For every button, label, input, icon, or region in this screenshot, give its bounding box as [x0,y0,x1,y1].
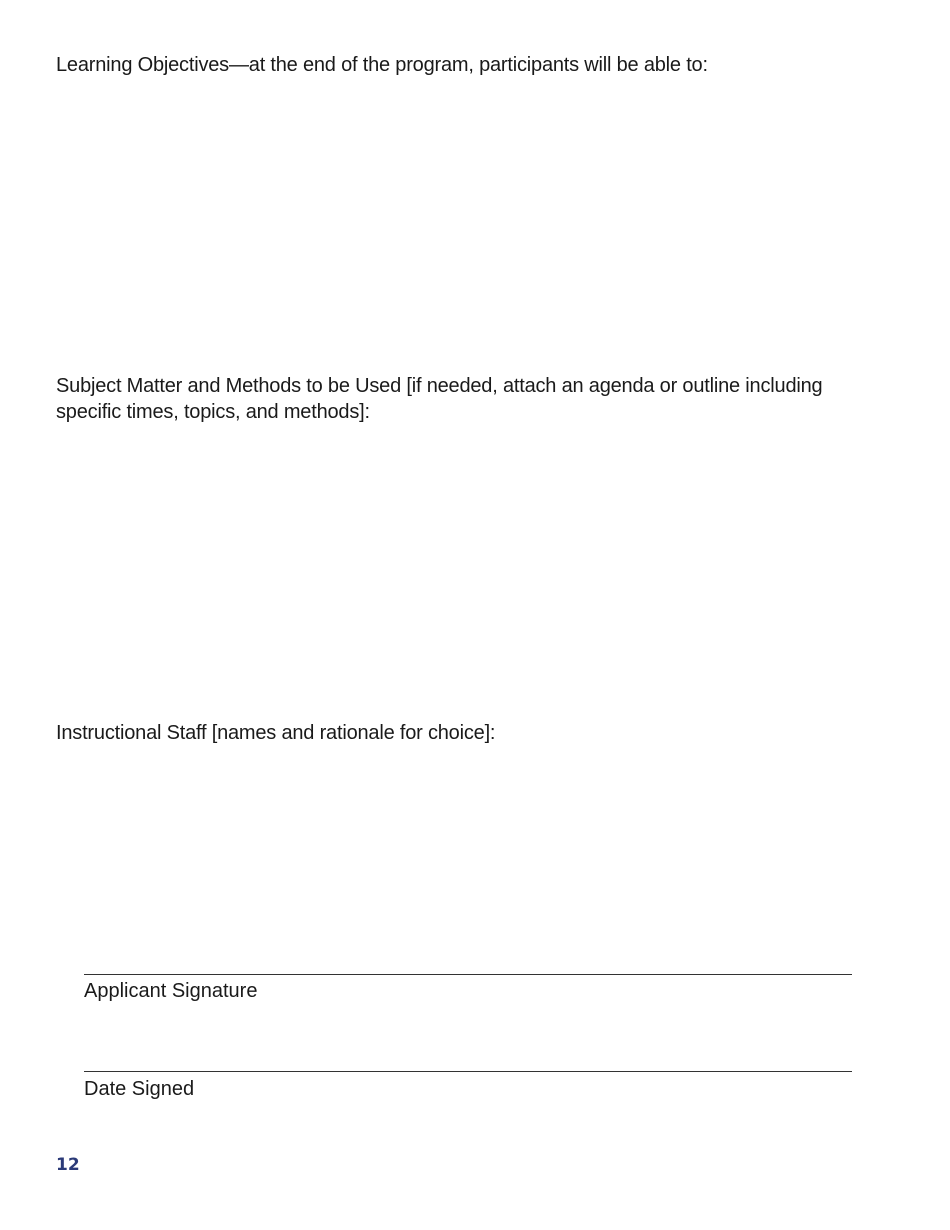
applicant-signature-line[interactable] [84,974,852,975]
applicant-signature-label: Applicant Signature [84,980,258,1002]
subject-matter-response-area[interactable] [56,432,856,707]
date-signed-line[interactable] [84,1071,852,1072]
page-number: 12 [56,1155,80,1175]
instructional-staff-label: Instructional Staff [names and rationale for choice]: [56,722,496,744]
date-signed-label: Date Signed [84,1078,195,1100]
learning-objectives-response-area[interactable] [56,90,856,360]
instructional-staff-response-area[interactable] [56,758,856,958]
subject-matter-label: Subject Matter and Methods to be Used [if needed, attach an agenda or outline including specific times, topics, and methods]: [56,375,823,423]
learning-objectives-label: Learning Objectives—at the end of the program, participants will be able to: [56,54,708,76]
